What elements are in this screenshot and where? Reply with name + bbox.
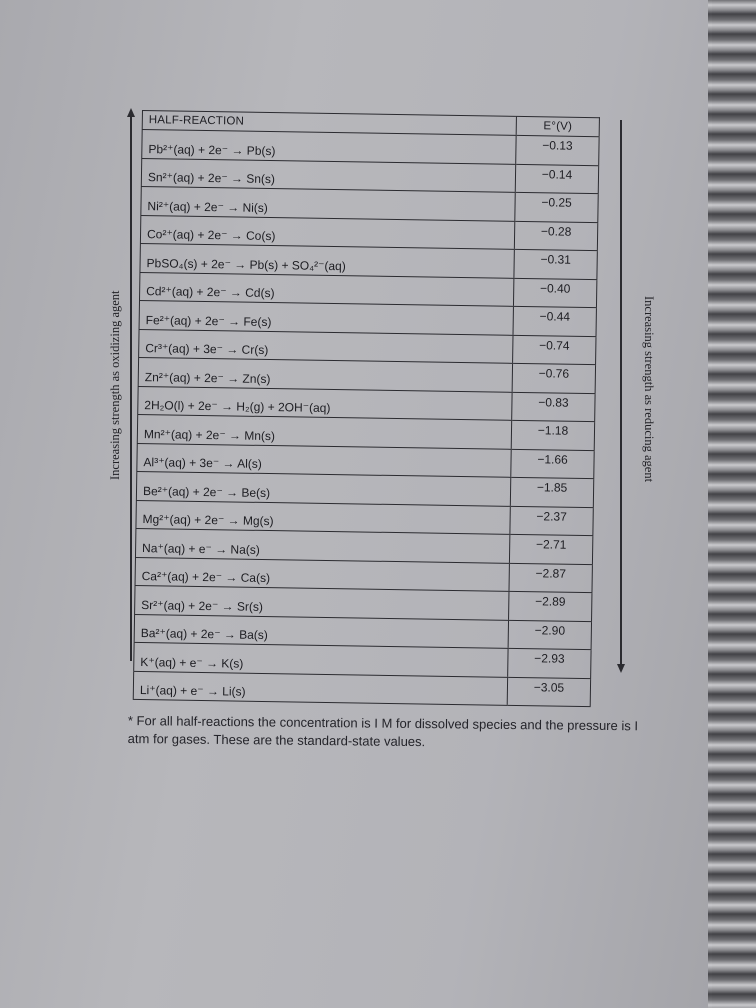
potential-cell: −2.37 <box>510 506 593 536</box>
potential-cell: −1.66 <box>511 449 594 479</box>
potential-cell: −0.83 <box>512 392 595 422</box>
potential-cell: −0.14 <box>515 164 598 194</box>
potential-cell: −0.25 <box>515 192 598 222</box>
half-reaction-cell: Sr²⁺(aq) + 2e⁻ → Sr(s) <box>135 585 509 619</box>
half-reaction-cell: Sn²⁺(aq) + 2e⁻ → Sn(s) <box>141 158 515 192</box>
half-reaction-cell: Ba²⁺(aq) + 2e⁻ → Ba(s) <box>134 614 508 648</box>
reduction-potential-table-wrap <box>133 110 600 699</box>
half-reaction-cell: Be²⁺(aq) + 2e⁻ → Be(s) <box>136 471 510 505</box>
half-reaction-cell: Al³⁺(aq) + 3e⁻ → Al(s) <box>137 443 511 477</box>
header-potential: E°(V) <box>516 116 599 136</box>
half-reaction-cell: PbSO₄(s) + 2e⁻ → Pb(s) + SO₄²⁻(aq) <box>140 243 514 277</box>
reducing-arrow-line <box>620 120 622 665</box>
half-reaction-cell: Co²⁺(aq) + 2e⁻ → Co(s) <box>140 215 514 249</box>
potential-cell: −2.71 <box>509 534 592 564</box>
oxidizing-agent-label: Increasing strength as oxidizing agent <box>108 290 122 480</box>
potential-cell: −2.89 <box>509 591 592 621</box>
potential-cell: −3.05 <box>507 677 590 707</box>
potential-cell: −1.18 <box>511 420 594 450</box>
potential-cell: −0.31 <box>514 249 597 279</box>
reducing-agent-label: Increasing strength as reducing agent <box>642 296 656 483</box>
half-reaction-cell: 2H₂O(l) + 2e⁻ → H₂(g) + 2OH⁻(aq) <box>138 386 512 420</box>
footnote: * For all half-reactions the concentration is I M for dissolved species and the pressure is I atm for gases. These are the standard-state values. <box>127 712 639 750</box>
half-reaction-cell: Cd²⁺(aq) + 2e⁻ → Cd(s) <box>140 272 514 306</box>
half-reaction-cell: Mg²⁺(aq) + 2e⁻ → Mg(s) <box>136 500 510 534</box>
reducing-arrow-head <box>617 664 625 673</box>
potential-cell: −2.93 <box>508 648 591 678</box>
potential-cell: −0.13 <box>516 135 599 165</box>
potential-cell: −0.74 <box>513 335 596 365</box>
header-half-reaction: HALF-REACTION <box>142 111 516 136</box>
half-reaction-cell: Pb²⁺(aq) + 2e⁻ → Pb(s) <box>142 130 516 164</box>
potential-cell: −1.85 <box>510 477 593 507</box>
potential-cell: −2.90 <box>508 620 591 650</box>
oxidizing-arrow-line <box>130 116 132 661</box>
half-reaction-cell: Ni²⁺(aq) + 2e⁻ → Ni(s) <box>141 186 515 220</box>
half-reaction-cell: Zn²⁺(aq) + 2e⁻ → Zn(s) <box>138 357 512 391</box>
half-reaction-cell: Fe²⁺(aq) + 2e⁻ → Fe(s) <box>139 300 513 334</box>
potential-cell: −0.28 <box>514 221 597 251</box>
potential-cell: −0.76 <box>512 363 595 393</box>
reduction-potential-table <box>133 110 600 707</box>
half-reaction-cell: Li⁺(aq) + e⁻ → Li(s) <box>133 671 507 705</box>
potential-cell: −0.40 <box>513 278 596 308</box>
potential-cell: −2.87 <box>509 563 592 593</box>
half-reaction-cell: Mn²⁺(aq) + 2e⁻ → Mn(s) <box>137 414 511 448</box>
spiral-binding <box>708 0 756 1008</box>
half-reaction-cell: Cr³⁺(aq) + 3e⁻ → Cr(s) <box>139 329 513 363</box>
half-reaction-cell: Na⁺(aq) + e⁻ → Na(s) <box>135 528 509 562</box>
potential-cell: −0.44 <box>513 306 596 336</box>
half-reaction-cell: K⁺(aq) + e⁻ → K(s) <box>134 642 508 676</box>
half-reaction-cell: Ca²⁺(aq) + 2e⁻ → Ca(s) <box>135 557 509 591</box>
